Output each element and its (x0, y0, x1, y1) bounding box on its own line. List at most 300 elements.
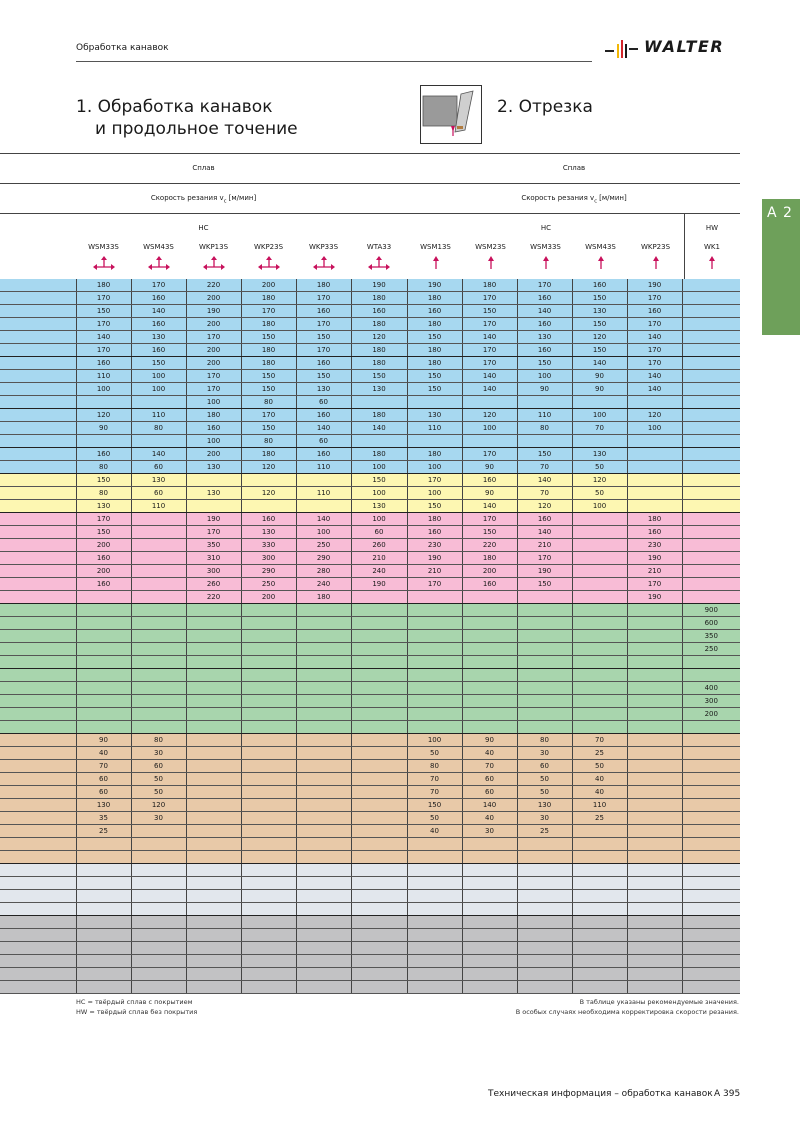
speed-cell (572, 838, 627, 851)
speed-cell (186, 721, 241, 734)
speed-cell (572, 565, 627, 578)
header-rule-3 (0, 213, 740, 214)
speed-cell: 170 (627, 344, 682, 357)
speed-cell: 140 (131, 305, 186, 318)
speed-cell: 200 (186, 357, 241, 370)
material-cell (0, 422, 76, 435)
speed-cell (351, 812, 407, 825)
feed-cross-arrow-icon (93, 256, 115, 270)
speed-cell (241, 851, 296, 864)
speed-cell (296, 500, 351, 513)
speed-cell (462, 630, 517, 643)
speed-cell (241, 916, 296, 929)
speed-cell (351, 396, 407, 409)
speed-cell: 300 (682, 695, 740, 708)
speed-cell (407, 604, 462, 617)
table-row (0, 578, 740, 591)
parting-off-illustration (420, 85, 482, 144)
speed-cell: 180 (76, 279, 131, 292)
speed-cell (131, 591, 186, 604)
speed-cell (186, 851, 241, 864)
footnotes-left (76, 997, 197, 1017)
table-row (0, 942, 740, 955)
speed-cell: 150 (462, 305, 517, 318)
speed-cell: 210 (407, 565, 462, 578)
speed-cell: 40 (407, 825, 462, 838)
speed-cell (351, 942, 407, 955)
speed-cell: 350 (682, 630, 740, 643)
speed-cell (407, 396, 462, 409)
section-2-title: 2. Отрезка (497, 97, 593, 117)
speed-cell (627, 448, 682, 461)
speed-cell (682, 409, 740, 422)
speed-cell (462, 656, 517, 669)
speed-cell: 150 (407, 331, 462, 344)
speed-cell: 60 (462, 773, 517, 786)
speed-cell: 100 (131, 370, 186, 383)
speed-cell: 130 (186, 487, 241, 500)
speed-cell: 100 (517, 370, 572, 383)
speed-cell (462, 643, 517, 656)
speed-cell: 60 (351, 526, 407, 539)
speed-cell: 160 (572, 279, 627, 292)
speed-cell (241, 838, 296, 851)
running-header: Обработка канавок (76, 43, 169, 53)
speed-cell: 200 (76, 539, 131, 552)
material-cell (0, 643, 76, 656)
speed-cell (76, 669, 131, 682)
speed-cell (131, 825, 186, 838)
speed-cell (76, 591, 131, 604)
speed-cell (351, 968, 407, 981)
speed-cell: 170 (462, 513, 517, 526)
speed-cell (572, 435, 627, 448)
speed-cell (682, 838, 740, 851)
speed-cell (241, 942, 296, 955)
speed-cell (682, 760, 740, 773)
speed-cell: 160 (186, 422, 241, 435)
speed-cell: 60 (131, 487, 186, 500)
speed-cell (351, 864, 407, 877)
table-row (0, 981, 740, 994)
speed-cell (682, 890, 740, 903)
speed-cell (627, 396, 682, 409)
speed-cell (682, 799, 740, 812)
speed-cell: 140 (351, 422, 407, 435)
speed-cell (186, 682, 241, 695)
speed-cell: 120 (572, 331, 627, 344)
speed-cell (186, 812, 241, 825)
speed-cell (186, 630, 241, 643)
speed-cell: 80 (76, 487, 131, 500)
speed-cell (572, 526, 627, 539)
material-cell (0, 461, 76, 474)
speed-cell: 60 (296, 435, 351, 448)
speed-cell (241, 474, 296, 487)
speed-cell: 140 (627, 370, 682, 383)
speed-cell: 180 (351, 357, 407, 370)
speed-cell (407, 838, 462, 851)
speed-cell (351, 903, 407, 916)
logo-wordmark: WALTER (644, 37, 725, 56)
speed-cell: 90 (462, 461, 517, 474)
speed-cell: 130 (76, 500, 131, 513)
speed-cell (627, 500, 682, 513)
speed-cell: 150 (572, 292, 627, 305)
speed-cell: 140 (517, 305, 572, 318)
speed-cell (131, 942, 186, 955)
material-cell (0, 331, 76, 344)
speed-cell (517, 396, 572, 409)
material-cell (0, 747, 76, 760)
speed-cell (462, 695, 517, 708)
speed-cell (462, 877, 517, 890)
speed-cell: 100 (627, 422, 682, 435)
speed-cell: 160 (131, 344, 186, 357)
speed-cell (186, 916, 241, 929)
speed-cell (351, 747, 407, 760)
speed-cell (572, 721, 627, 734)
speed-cell (682, 526, 740, 539)
speed-cell (407, 981, 462, 994)
speed-cell (462, 981, 517, 994)
speed-cell (296, 617, 351, 630)
speed-cell (462, 708, 517, 721)
material-cell (0, 604, 76, 617)
speed-cell: 130 (131, 474, 186, 487)
speed-cell: 150 (407, 799, 462, 812)
speed-cell: 170 (241, 305, 296, 318)
grade-header-wk1: WK1 (704, 243, 720, 251)
speed-cell (627, 747, 682, 760)
speed-cell: 160 (131, 292, 186, 305)
grade-header-wkp23s: WKP23S (640, 243, 671, 251)
speed-cell (186, 942, 241, 955)
table-row (0, 760, 740, 773)
speed-cell (241, 864, 296, 877)
speed-cell: 130 (186, 461, 241, 474)
speed-cell (241, 955, 296, 968)
left-group-hc: HC (198, 224, 209, 232)
speed-cell (407, 695, 462, 708)
speed-cell: 150 (572, 344, 627, 357)
speed-cell: 200 (186, 292, 241, 305)
speed-cell: 150 (517, 578, 572, 591)
speed-cell: 170 (76, 318, 131, 331)
speed-cell: 130 (351, 500, 407, 513)
material-cell (0, 565, 76, 578)
speed-cell (76, 838, 131, 851)
walter-logo (605, 36, 745, 60)
material-cell (0, 617, 76, 630)
speed-cell: 230 (627, 539, 682, 552)
speed-cell (131, 903, 186, 916)
speed-cell: 80 (131, 422, 186, 435)
speed-cell (517, 591, 572, 604)
speed-cell: 180 (351, 344, 407, 357)
speed-cell (682, 357, 740, 370)
speed-cell (682, 331, 740, 344)
speed-cell (682, 825, 740, 838)
speed-cell (186, 838, 241, 851)
speed-cell (462, 591, 517, 604)
material-cell (0, 396, 76, 409)
speed-cell (131, 552, 186, 565)
table-row (0, 305, 740, 318)
speed-cell (131, 669, 186, 682)
speed-cell: 220 (186, 591, 241, 604)
speed-cell: 60 (76, 773, 131, 786)
speed-cell: 150 (517, 357, 572, 370)
speed-cell: 140 (572, 357, 627, 370)
speed-cell (517, 604, 572, 617)
speed-cell (76, 708, 131, 721)
speed-cell: 100 (351, 487, 407, 500)
speed-cell (296, 929, 351, 942)
speed-cell: 130 (517, 331, 572, 344)
speed-cell: 80 (241, 435, 296, 448)
speed-cell (351, 851, 407, 864)
grade-header-wkp33s: WKP33S (308, 243, 339, 251)
speed-cell: 100 (407, 487, 462, 500)
speed-cell: 25 (572, 747, 627, 760)
header-rule-1 (0, 153, 740, 154)
speed-cell (682, 656, 740, 669)
speed-cell (296, 877, 351, 890)
speed-cell (627, 604, 682, 617)
speed-cell: 90 (462, 734, 517, 747)
speed-cell: 170 (186, 331, 241, 344)
material-cell (0, 708, 76, 721)
speed-cell (76, 643, 131, 656)
speed-cell (296, 721, 351, 734)
speed-cell (131, 877, 186, 890)
material-cell (0, 812, 76, 825)
speed-cell (131, 513, 186, 526)
speed-cell: 180 (296, 279, 351, 292)
speed-cell (517, 695, 572, 708)
speed-cell (186, 929, 241, 942)
speed-cell: 70 (76, 760, 131, 773)
material-cell (0, 279, 76, 292)
speed-cell (241, 890, 296, 903)
speed-cell: 130 (351, 383, 407, 396)
speed-cell: 120 (517, 500, 572, 513)
speed-cell (572, 851, 627, 864)
material-cell (0, 955, 76, 968)
feed-up-arrow-icon (480, 256, 502, 270)
speed-cell (627, 682, 682, 695)
speed-cell (627, 695, 682, 708)
speed-cell (296, 747, 351, 760)
speed-cell (407, 916, 462, 929)
speed-cell: 170 (517, 552, 572, 565)
speed-cell (186, 981, 241, 994)
speed-cell: 240 (351, 565, 407, 578)
speed-cell (351, 734, 407, 747)
speed-cell (627, 760, 682, 773)
speed-cell (131, 929, 186, 942)
speed-cell (682, 955, 740, 968)
speed-cell (76, 955, 131, 968)
speed-cell: 310 (186, 552, 241, 565)
speed-cell (241, 877, 296, 890)
speed-cell (572, 890, 627, 903)
speed-cell: 150 (241, 383, 296, 396)
speed-cell (517, 435, 572, 448)
material-cell (0, 318, 76, 331)
table-row (0, 513, 740, 526)
feed-cross-arrow-icon (313, 256, 335, 270)
speed-cell (462, 916, 517, 929)
right-group-hw: HW (705, 224, 719, 232)
speed-cell (76, 617, 131, 630)
speed-cell (131, 578, 186, 591)
speed-cell (682, 734, 740, 747)
speed-cell (627, 929, 682, 942)
speed-cell: 180 (351, 448, 407, 461)
speed-cell (296, 773, 351, 786)
speed-cell: 160 (517, 513, 572, 526)
speed-cell: 100 (407, 461, 462, 474)
speed-cell (351, 877, 407, 890)
table-row (0, 851, 740, 864)
speed-cell (186, 747, 241, 760)
speed-cell (627, 864, 682, 877)
page-number: A 395 (714, 1089, 741, 1099)
speed-cell: 110 (407, 422, 462, 435)
speed-cell: 200 (462, 565, 517, 578)
speed-cell (131, 838, 186, 851)
speed-cell: 180 (351, 409, 407, 422)
speed-cell: 100 (462, 422, 517, 435)
speed-cell (351, 981, 407, 994)
speed-cell: 110 (296, 461, 351, 474)
speed-cell (131, 604, 186, 617)
speed-cell (572, 929, 627, 942)
speed-cell: 290 (241, 565, 296, 578)
speed-cell: 100 (572, 500, 627, 513)
speed-cell: 170 (407, 578, 462, 591)
table-row (0, 877, 740, 890)
speed-cell (131, 695, 186, 708)
speed-cell (517, 643, 572, 656)
speed-cell: 140 (462, 500, 517, 513)
footnote-hw: HW = твёрдый сплав без покрытия (76, 1008, 198, 1016)
speed-cell: 180 (241, 344, 296, 357)
speed-cell: 90 (572, 383, 627, 396)
speed-cell: 250 (682, 643, 740, 656)
speed-cell (296, 838, 351, 851)
table-row (0, 734, 740, 747)
speed-cell (407, 435, 462, 448)
table-row (0, 669, 740, 682)
speed-cell (351, 760, 407, 773)
speed-cell (241, 981, 296, 994)
speed-cell: 150 (462, 526, 517, 539)
speed-cell (462, 669, 517, 682)
table-row (0, 383, 740, 396)
speed-cell (627, 851, 682, 864)
speed-cell (407, 682, 462, 695)
table-row (0, 695, 740, 708)
feed-up-arrow-icon (701, 256, 723, 270)
speed-cell: 130 (241, 526, 296, 539)
speed-cell (76, 877, 131, 890)
speed-cell: 190 (407, 279, 462, 292)
speed-cell (682, 513, 740, 526)
speed-cell: 150 (351, 370, 407, 383)
speed-cell (241, 669, 296, 682)
speed-cell: 260 (186, 578, 241, 591)
speed-cell (351, 617, 407, 630)
table-row (0, 708, 740, 721)
speed-cell (682, 812, 740, 825)
speed-cell (572, 968, 627, 981)
speed-cell (76, 630, 131, 643)
speed-cell: 60 (462, 786, 517, 799)
speed-cell (76, 981, 131, 994)
speed-cell: 30 (517, 812, 572, 825)
speed-cell (351, 695, 407, 708)
material-cell (0, 929, 76, 942)
speed-cell: 180 (241, 448, 296, 461)
speed-cell (682, 448, 740, 461)
speed-cell (517, 708, 572, 721)
speed-cell: 100 (131, 383, 186, 396)
speed-cell (76, 695, 131, 708)
grade-header-wsm33s: WSM33S (88, 243, 119, 251)
speed-cell: 160 (407, 526, 462, 539)
speed-cell (131, 916, 186, 929)
speed-cell (131, 851, 186, 864)
speed-cell: 160 (296, 409, 351, 422)
speed-cell: 180 (241, 357, 296, 370)
speed-cell (351, 669, 407, 682)
speed-cell: 70 (462, 760, 517, 773)
speed-cell: 130 (76, 799, 131, 812)
speed-cell: 120 (572, 474, 627, 487)
speed-cell: 60 (296, 396, 351, 409)
speed-cell (296, 734, 351, 747)
speed-cell (682, 552, 740, 565)
feed-up-arrow-icon (425, 256, 447, 270)
speed-cell (241, 799, 296, 812)
speed-cell: 80 (76, 461, 131, 474)
speed-cell (241, 812, 296, 825)
speed-cell (627, 461, 682, 474)
right-speed-label: Скорость резания $v_c$ [м/мин] (521, 194, 627, 205)
speed-cell (131, 981, 186, 994)
speed-cell (682, 461, 740, 474)
speed-cell: 140 (76, 331, 131, 344)
speed-cell: 100 (76, 383, 131, 396)
table-row (0, 864, 740, 877)
speed-cell (682, 851, 740, 864)
speed-cell: 110 (131, 500, 186, 513)
speed-cell (682, 565, 740, 578)
material-cell (0, 578, 76, 591)
speed-cell: 180 (351, 318, 407, 331)
speed-cell (131, 526, 186, 539)
speed-cell (351, 773, 407, 786)
speed-cell (627, 435, 682, 448)
speed-cell: 200 (682, 708, 740, 721)
speed-cell (682, 279, 740, 292)
speed-cell (76, 903, 131, 916)
speed-cell (351, 643, 407, 656)
speed-cell (517, 630, 572, 643)
